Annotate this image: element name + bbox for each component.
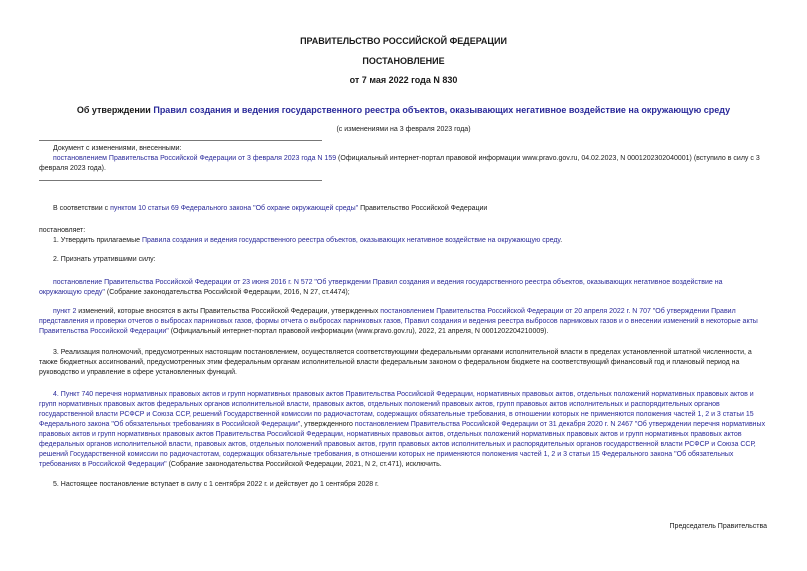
item-4-text: , утвержденного (300, 421, 355, 428)
item-2b-details: (Официальный интернет-портал правовой информации (www.pravo.gov.ru), 2022, 21 апреля, N 0001202204210009). (168, 328, 549, 335)
item-1-suffix: . (560, 237, 563, 244)
item-3: 3. Реализация полномочий, предусмотренных настоящим постановлением, осуществляется соответствующими федеральными органами исполнительной власти в пределах установленной штатной численности, а также бюджетных ассигнований, предусмотренных этим федеральным органам исполнительной власти федеральным законом о федеральном бюджете на соответствующий финансовый год и плановый период на руководство и управление в сфере установленных функций. (39, 349, 752, 376)
amendments-bottom-rule (39, 180, 322, 181)
decides-label: постановляет: (39, 227, 86, 234)
preamble-suffix: Правительство Российской Федерации (358, 205, 488, 212)
item-1-prefix: 1. Утвердить прилагаемые (53, 237, 142, 244)
amendment-note: (с изменениями на 3 февраля 2023 года) (336, 126, 471, 133)
document-title (0, 105, 807, 115)
preamble-prefix: В соответствии с (53, 205, 111, 212)
amendments-box (39, 144, 767, 174)
item-2: 2. Признать утратившими силу: (53, 256, 156, 263)
item-2a (39, 278, 767, 298)
date-number-heading: от 7 мая 2022 года N 830 (349, 75, 458, 85)
doc-type-heading: ПОСТАНОВЛЕНИЕ (362, 56, 445, 66)
item-1 (39, 236, 767, 246)
amendments-top-rule (39, 140, 322, 141)
item-2b (39, 307, 767, 337)
item-2b-resolution-link[interactable]: постановлением Правительства Российской Федерации от 20 апреля 2022 г. N 707 "Об утверждении Правил представления и проверки отчетов о выбросах парниковых газов, формы отчета о выбросах парниковых газов, Правил создания и ведения реестра выбросов парниковых газов и о внесении изменений в некоторые акты Правительства Российской Федерации" (39, 308, 758, 335)
item-2b-point-link[interactable]: пункт 2 (53, 308, 77, 315)
item-1-rules-link[interactable]: Правила создания и ведения государственного реестра объектов, оказывающих негативное воздействие на окружающую среду (141, 237, 561, 244)
item-4-details: (Собрание законодательства Российской Федерации, 2021, N 2, ст.471), исключить. (166, 461, 442, 468)
preamble-law-link[interactable]: пунктом 10 статьи 69 Федерального закона "Об охране окружающей среды" (110, 205, 359, 212)
item-2b-text: изменений, которые вносятся в акты Правительства Российской Федерации, утвержденных (76, 308, 381, 315)
item-4-list-link[interactable]: 4. Пункт 740 перечня нормативных правовых актов и групп нормативных правовых актов Правительства Российской Федерации, нормативных правовых актов, отдельных положений нормативных правовых актов и групп нормативных правовых актов федеральных органов исполнительной власти, правовых актов, отдельных положений правовых актов, групп правовых актов исполнительных и распорядительных органов государственной власти РСФСР и Союза ССР, решений Государственной комиссии по радиочастотам, содержащих обязательные требования, в отношении которых не применяются положения частей 1, 2 и 3 статьи 15 Федерального закона "Об обязательных требованиях в Российской Федерации" (39, 391, 754, 428)
item-5: 5. Настоящее постановление вступает в силу с 1 сентября 2022 г. и действует до 1 сентября 2028 г. (53, 481, 379, 488)
amendment-details: (Официальный интернет-портал правовой информации www.pravo.gov.ru, 04.02.2023, N 0001202302040001) (вступило в силу с 3 февраля 2023 года). (39, 155, 760, 172)
item-2a-link[interactable]: постановление Правительства Российской Федерации от 23 июня 2016 г. N 572 "Об утверждении Правил создания и ведения государственного реестра объектов, оказывающих негативное воздействие на окружающую среду" (39, 279, 723, 296)
title-link[interactable]: Правил создания и ведения государственного реестра объектов, оказывающих негативное воздействие на окружающую среду (153, 105, 731, 115)
government-heading: ПРАВИТЕЛЬСТВО РОССИЙСКОЙ ФЕДЕРАЦИИ (300, 36, 507, 46)
item-4 (39, 390, 767, 470)
item-2a-details: (Собрание законодательства Российской Федерации, 2016, N 27, ст.4474); (104, 289, 350, 296)
amendment-link[interactable]: постановлением Правительства Российской Федерации от 3 февраля 2023 года N 159 (53, 155, 337, 162)
signature: Председатель Правительства (669, 523, 767, 530)
amendments-heading: Документ с изменениями, внесенными: (53, 145, 182, 152)
item-4-resolution-link[interactable]: постановлением Правительства Российской Федерации от 31 декабря 2020 г. N 2467 "Об утверждении перечня нормативных правовых актов и групп нормативных правовых актов Правительства Российской Федерации, нормативных правовых актов, отдельных положений нормативных правовых актов и групп нормативных правовых актов федеральных органов исполнительной власти, правовых актов, отдельных положений правовых актов, групп правовых актов исполнительных и распорядительных органов государственной власти РСФСР и Союза ССР, решений Государственной комиссии по радиочастотам, содержащих обязательные требования, в отношении которых не применяются положения частей 1, 2 и 3 статьи 15 Федерального закона "Об обязательных требованиях в Российской Федерации" (39, 421, 766, 468)
amendments-body (39, 154, 767, 174)
preamble (39, 204, 767, 214)
title-prefix: Об утверждении (76, 105, 151, 115)
